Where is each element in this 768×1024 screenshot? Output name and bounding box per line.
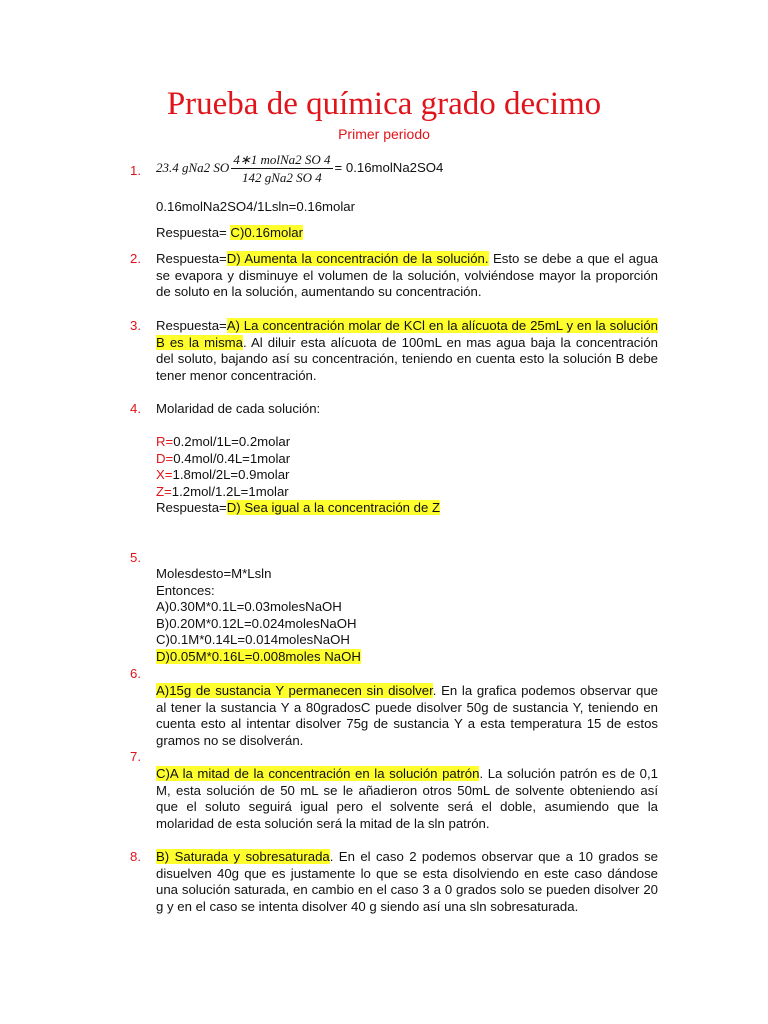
answer-prefix: Respuesta= (156, 318, 227, 333)
fraction-denominator: 142 gNa2 SO 4 (242, 170, 322, 185)
equation-fraction (231, 152, 332, 185)
answer-prefix: Respuesta= (156, 500, 227, 515)
question-5-body (156, 566, 658, 665)
solution-label: X= (156, 467, 173, 482)
molarity-value: 0.2mol/1L=0.2molar (173, 434, 291, 449)
question-1-line-2: 0.16molNa2SO4/1Lsln=0.16molar (156, 199, 356, 214)
highlighted-answer: D) Aumenta la concentración de la solución. (226, 251, 489, 266)
molarity-value: 1.2mol/1.2L=1molar (171, 483, 289, 499)
question-8-answer (156, 849, 658, 915)
question-5-line-2: Entonces: (156, 582, 215, 598)
question-8-number: 8. (130, 849, 141, 864)
question-1-equation (156, 152, 658, 185)
answer-prefix: Respuesta= (156, 251, 227, 266)
answer-explanation: . Al diluir esta alícuota de 100mL en mas agua baja la concentración del soluto, bajando así su concentración, teniendo en cuenta esto la solución B debe tener menor concentración. (156, 334, 658, 383)
question-4-intro: Molaridad de cada solución: (156, 401, 321, 416)
question-4-answer (156, 500, 658, 517)
question-7-answer (156, 766, 658, 832)
solution-label: Z= (156, 483, 172, 499)
question-1-number: 1. (130, 163, 141, 178)
molarity-value: 1.8mol/2L=0.9molar (172, 467, 290, 482)
highlighted-answer: A) La concentración molar de KCl en la alícuota de 25mL y en la solución B es la misma (156, 318, 658, 350)
option-b: B)0.20M*0.12L=0.024molesNaOH (156, 615, 357, 631)
question-2-number: 2. (130, 251, 141, 266)
fraction-numerator: 4∗1 molNa2 SO 4 (233, 152, 331, 167)
highlighted-answer: C)A la mitad de la concentración en la solución patrón (156, 766, 480, 781)
highlighted-answer: B) Saturada y sobresaturada (156, 849, 330, 864)
question-6-answer (156, 683, 658, 749)
highlighted-answer: D) Sea igual a la concentración de Z (226, 500, 441, 515)
molarity-row-d (156, 451, 658, 468)
highlighted-answer: A)15g de sustancia Y permanecen sin disolver (156, 683, 433, 698)
molarity-row-x (156, 467, 658, 484)
document-title: Prueba de química grado decimo (166, 86, 602, 122)
equation-rhs: = 0.16molNa2SO4 (334, 159, 444, 175)
answer-explanation: . La solución patrón es de 0,1 M, esta solución de 50 mL se le añadieron otros 50mL de solvente obteniendo así que el soluto seguirá igual pero el solvente será el doble, asumiendo que la molaridad de esta solución será la mitad de la sln patrón. (156, 766, 658, 831)
question-5-number: 5. (130, 550, 141, 565)
answer-explanation: Esto se debe a que el agua se evapora y disminuye el volumen de la solución, volviéndose mayor la proporción de soluto en la solución, aumentando su concentración. (156, 251, 658, 299)
solution-label: R= (156, 434, 174, 449)
question-1-answer (156, 225, 658, 242)
question-4-molarity-list (156, 434, 658, 517)
molarity-row-r (156, 434, 658, 451)
highlighted-answer: C)0.16molar (230, 225, 303, 240)
option-a: A)0.30M*0.1L=0.03molesNaOH (156, 599, 342, 614)
question-3-answer (156, 318, 658, 384)
question-3-number: 3. (130, 318, 141, 333)
question-6-number: 6. (130, 666, 141, 681)
solution-label: D= (156, 450, 174, 466)
option-d-highlighted-answer: D)0.05M*0.16L=0.008moles NaOH (156, 648, 361, 664)
molarity-row-z (156, 484, 658, 501)
question-5-line-1: Molesdesto=M*Lsln (156, 566, 272, 581)
answer-prefix: Respuesta= (156, 225, 231, 240)
equation-lhs: 23.4 gNa2 SO (156, 159, 230, 175)
question-2-answer (156, 251, 658, 301)
answer-explanation: . En la grafica podemos observar que al tener la sustancia Y a 80gradosC puede disolver 50g de sustancia Y, teniendo en cuenta esto al intentar disolver 75g de sustancia Y a esta temperatura 15 de estos gramos no se disolverán. (156, 683, 658, 748)
question-7-number: 7. (130, 749, 141, 764)
answer-explanation: . En el caso 2 podemos observar que a 10 grados se disuelven 40g que es justamente lo que se esta disolviendo en este caso dándose una solución saturada, en cambio en el caso 3 a 0 grados solo se pueden disolver 20 g y en el caso se intenta disolver 40 g siendo así una sln sobresaturada. (156, 849, 659, 914)
question-4-number: 4. (130, 401, 141, 416)
molarity-value: 0.4mol/0.4L=1molar (173, 450, 291, 466)
option-c: C)0.1M*0.14L=0.014molesNaOH (156, 632, 350, 647)
document-subtitle: Primer periodo (338, 126, 430, 142)
